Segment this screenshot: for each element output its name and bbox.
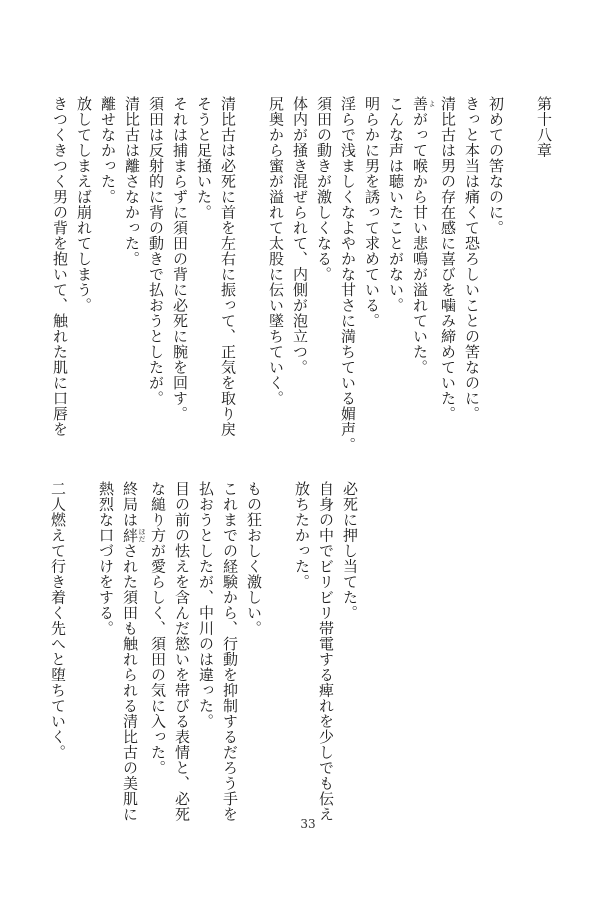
text-line: これまでの経験から、行動を抑制するだろう手を [221, 481, 239, 822]
text-line: こんな声は聴いたことがない。 [387, 96, 405, 313]
text-line: 初めての筈なのに。 [487, 96, 505, 236]
text-line: 淫らで浅ましくなよやかな甘さに満ちている媚声。 [339, 96, 357, 453]
text-line: もの狂おしく激しい。 [245, 481, 263, 636]
text-line: 須田は反射的に背の動きで払おうとしたが。 [147, 96, 165, 406]
text-line: 熱烈な口づけをする。 [97, 481, 115, 636]
text-line: 清比古は離さなかった。 [123, 96, 141, 267]
text-line [240, 96, 264, 426]
text-line: きっと本当は痛くて恐ろしいことの筈なのに。 [463, 96, 481, 422]
text-line: 目の前の怯えを含んだ慾いを帯びる表情と、必死 [173, 481, 191, 822]
ruby-reading: ほだ [138, 527, 146, 543]
text-line: 払おうとしたが、中川のは違った。 [197, 481, 215, 729]
ruby-reading: よ [428, 96, 436, 112]
text-line: 離せなかった。 [99, 96, 117, 205]
page-number: 33 [300, 817, 316, 831]
text-line: それは捕まらずに須田の背に必死に腕を回す。 [171, 96, 189, 422]
text-line: な縋り方が愛らしく、須田の気に入った。 [149, 481, 167, 776]
upper-text-block [48, 96, 556, 453]
text-line: 善 よがって喉から甘い悲鳴が溢れていた。 [411, 96, 436, 375]
text-line: 二人燃えて行き着く先へと堕ちていく。 [49, 481, 67, 760]
text-line: 尻奥から蜜が溢れて太股に伝い墜ちていく。 [267, 96, 285, 406]
text-line: 体内が掻き混ぜられて、内側が泡立つ。 [291, 96, 309, 375]
text-line: 放ちたかった。 [293, 481, 311, 590]
text-line [70, 481, 94, 811]
text-line: 自身の中でビリビリ帯電する痺れを少しでも伝え [317, 481, 335, 822]
text-line [266, 481, 290, 811]
text-line: 終局は絆 ほだされた須田も触れられる清比古の美肌に [121, 481, 146, 822]
text-line: 必死に押し当てた。 [341, 481, 359, 621]
text-line: 明らかに男を誘って求めている。 [363, 96, 381, 329]
text-line: 須田の動きが激しくなる。 [315, 96, 333, 282]
lower-text-block [46, 481, 362, 822]
text-line: きつくきつく男の背を抱いて、触れた肌に口唇を [51, 96, 69, 437]
text-line: 清比古は男の存在感に喜びを噛み締めていた。 [439, 96, 457, 422]
chapter-title: 第十八章 [535, 96, 553, 158]
text-line [508, 96, 532, 426]
text-line: そうと足掻いた。 [195, 96, 213, 220]
text-line: 放してしまえば崩れてしまう。 [75, 96, 93, 313]
text-line: 清比古は必死に首を左右に振って、正気を取り戻 [219, 96, 237, 437]
